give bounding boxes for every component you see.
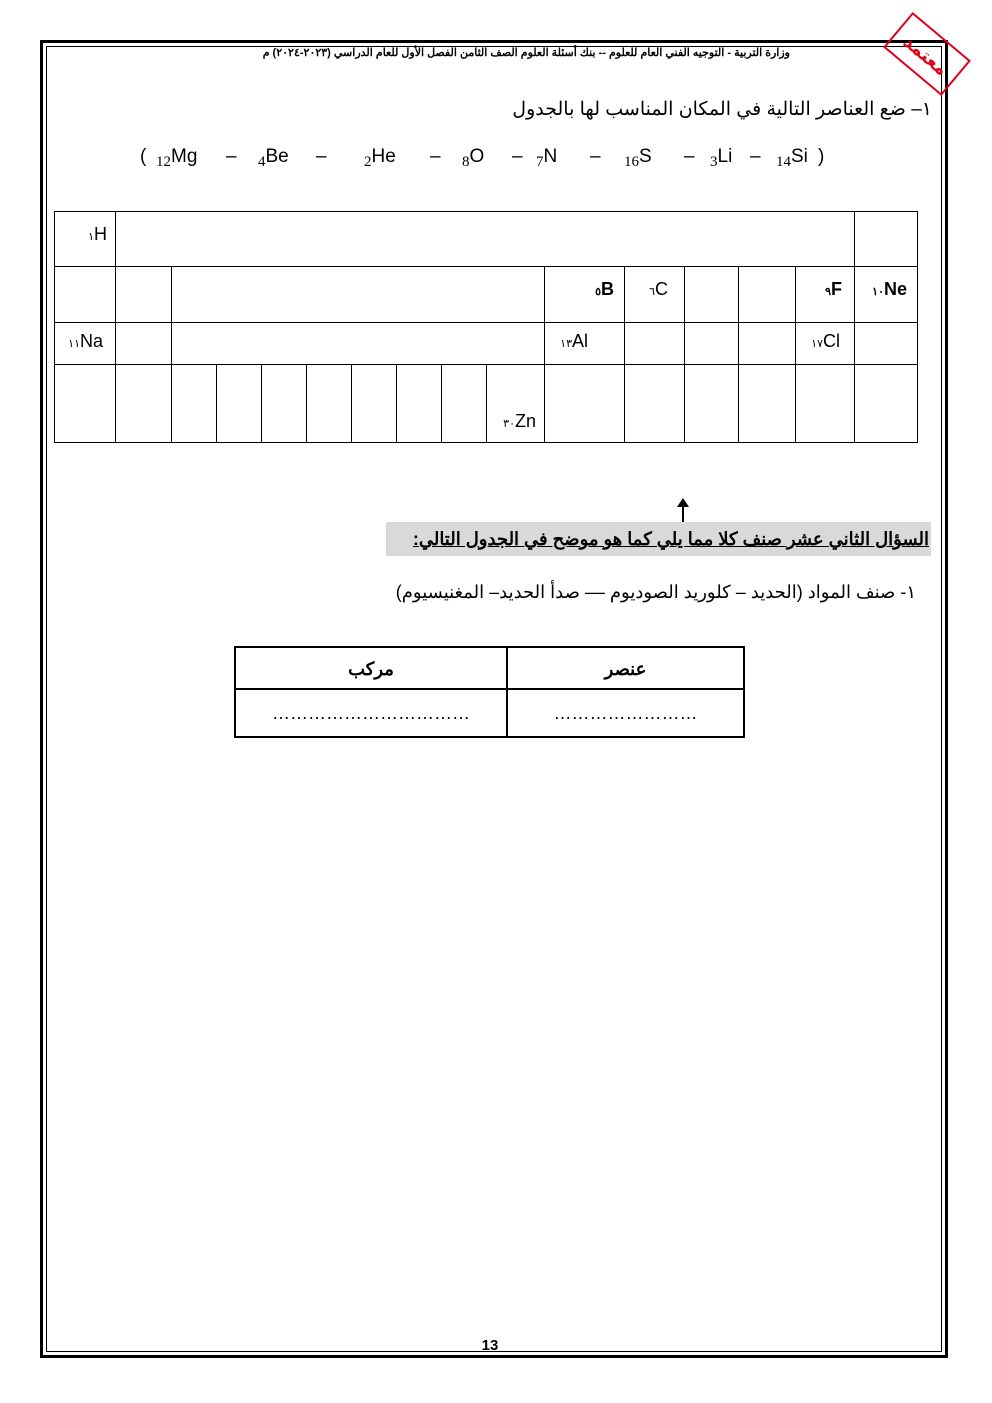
element-item: $_8$O bbox=[462, 146, 485, 170]
header-element: عنصر bbox=[508, 648, 743, 690]
cell-krypton[interactable] bbox=[854, 364, 918, 443]
cell-transition[interactable] bbox=[441, 364, 487, 443]
cell-aluminium: ١٣Al bbox=[544, 322, 625, 365]
cell-carbon: ٦C bbox=[624, 266, 685, 323]
open-paren: ( bbox=[140, 146, 147, 167]
cell-row1-gap bbox=[115, 211, 855, 267]
close-paren: ) bbox=[818, 146, 825, 167]
stamp-text: معتمد bbox=[899, 31, 952, 81]
cell-sulfur[interactable] bbox=[738, 322, 796, 365]
answer-element[interactable]: …………………… bbox=[553, 703, 698, 723]
classification-table bbox=[234, 646, 745, 738]
page-header: وزارة التربية - التوجيه الفني العام للعلوم -- بنك أسئلة العلوم الصف الثامن الفصل الأول للعام الدراسي (٢٠٢٣-٢٠٢٤) م bbox=[262, 47, 790, 59]
cell-lithium[interactable] bbox=[54, 266, 116, 323]
element-list bbox=[140, 146, 830, 180]
element-item: $_3$Li bbox=[710, 146, 733, 170]
cell-potassium[interactable] bbox=[54, 364, 116, 443]
cell-calcium[interactable] bbox=[115, 364, 172, 443]
header-compound: مركب bbox=[236, 648, 508, 690]
element-item: $_2$He bbox=[364, 146, 396, 170]
question1-instruction: ١– ضع العناصر التالية في المكان المناسب لها بالجدول bbox=[512, 99, 932, 120]
cell-transition[interactable] bbox=[216, 364, 262, 443]
cell-bromine[interactable] bbox=[795, 364, 855, 443]
separator: – bbox=[590, 146, 601, 167]
cell-phosphorus[interactable] bbox=[684, 322, 739, 365]
cell-row3-gap bbox=[171, 322, 545, 365]
cell-row2-gap bbox=[171, 266, 545, 323]
separator: – bbox=[750, 146, 761, 167]
element-item: $_{16}$S bbox=[624, 146, 652, 170]
cell-beryllium[interactable] bbox=[115, 266, 172, 323]
cell-silicon[interactable] bbox=[624, 322, 685, 365]
element-item: $_4$Be bbox=[258, 146, 289, 170]
cell-transition[interactable] bbox=[261, 364, 307, 443]
cell-germanium[interactable] bbox=[624, 364, 685, 443]
cell-transition[interactable] bbox=[171, 364, 217, 443]
separator: – bbox=[316, 146, 327, 167]
separator: – bbox=[430, 146, 441, 167]
separator: – bbox=[512, 146, 523, 167]
cell-chlorine: ١٧Cl bbox=[795, 322, 855, 365]
cell-nitrogen[interactable] bbox=[684, 266, 739, 323]
cell-helium[interactable] bbox=[854, 211, 918, 267]
separator: – bbox=[226, 146, 237, 167]
periodic-table bbox=[54, 211, 918, 443]
element-item: $_{12}$Mg bbox=[156, 146, 198, 170]
cell-boron: ٥B bbox=[544, 266, 625, 323]
cell-arsenic[interactable] bbox=[684, 364, 739, 443]
cell-argon[interactable] bbox=[854, 322, 918, 365]
element-item: $_7$N bbox=[536, 146, 558, 170]
cell-gallium[interactable] bbox=[544, 364, 625, 443]
cell-neon: ١٠Ne bbox=[854, 266, 918, 323]
cell-hydrogen[interactable]: ١H bbox=[54, 211, 116, 267]
cell-sodium: ١١Na bbox=[54, 322, 116, 365]
cell-zinc: ٣٠Zn bbox=[486, 364, 545, 443]
approved-stamp bbox=[872, 4, 982, 104]
cell-magnesium[interactable] bbox=[115, 322, 172, 365]
question2-item: ١- صنف المواد (الحديد – كلوريد الصوديوم –– صدأ الحديد– المغنيسيوم) bbox=[395, 582, 916, 602]
cell-oxygen[interactable] bbox=[738, 266, 796, 323]
cell-transition[interactable] bbox=[396, 364, 442, 443]
page-number: 13 bbox=[481, 1337, 499, 1354]
separator: – bbox=[684, 146, 695, 167]
answer-compound[interactable]: …………………………… bbox=[236, 690, 508, 736]
cell-fluorine: ٩F bbox=[795, 266, 855, 323]
cell-selenium[interactable] bbox=[738, 364, 796, 443]
cell-transition[interactable] bbox=[306, 364, 352, 443]
question2-title: السؤال الثاني عشر صنف كلا مما يلي كما هو موضح في الجدول التالي: bbox=[386, 522, 931, 556]
element-item: $_{14}$Si bbox=[776, 146, 808, 170]
cell-transition[interactable] bbox=[351, 364, 397, 443]
